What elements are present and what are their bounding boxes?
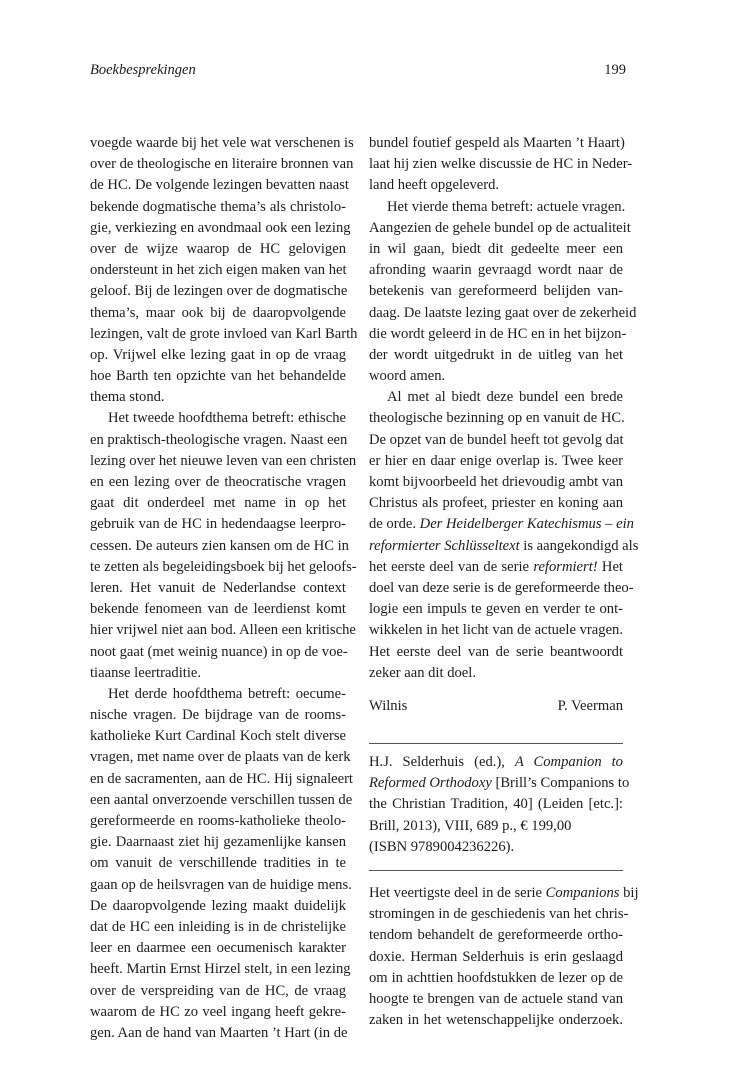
- text-fragment: Het veertigste deel in de serie: [369, 885, 546, 901]
- text-line: Brill, 2013), VIII, 689 p., € 199,00: [369, 817, 572, 834]
- divider: [369, 743, 623, 744]
- text-line: heeft. Martin Ernst Hirzel stelt, in een lezing: [90, 961, 351, 978]
- text-line: om vanuit de verschillende tradities in te: [90, 855, 346, 872]
- text-line: cessen. De auteurs zien kansen om de HC in: [90, 537, 349, 554]
- text-line: gaan op de heilsvragen van de huidige mens.: [90, 876, 352, 893]
- text-line: thema stond.: [90, 389, 165, 406]
- text-line: katholieke Kurt Cardinal Koch stelt diverse: [90, 728, 346, 745]
- text-line: Christus als profeet, priester en koning aan: [369, 495, 623, 512]
- text-line: der wordt uitgedrukt in de uitleg van het: [369, 346, 623, 363]
- text-line: hoe Barth ten opzichte van het behandelde: [90, 368, 346, 385]
- book-title-italic: Reformed Orthodoxy: [369, 775, 492, 792]
- text-line: De daaropvolgende lezing maakt duidelijk: [90, 897, 346, 914]
- running-head: [90, 62, 626, 82]
- text-line: [369, 752, 623, 773]
- divider: [369, 870, 623, 871]
- text-line: bundel foutief gespeld als Maarten ’t Haart): [369, 135, 625, 151]
- book-title-italic: A Companion to: [514, 754, 623, 771]
- text-line: [369, 883, 639, 904]
- text-line: gie. Daarnaast ziet hij gezamenlijke kansen: [90, 834, 346, 851]
- text-line: woord amen.: [369, 368, 446, 385]
- text-line: en een lezing over de theocratische vragen: [90, 474, 346, 490]
- left-column: [90, 133, 358, 1044]
- text-fragment: de orde.: [369, 516, 420, 533]
- text-fragment: is aangekondigd als: [519, 537, 639, 554]
- text-line: leer en daarmee een oecumenisch karakter: [90, 940, 346, 957]
- text-fragment: bij: [619, 885, 639, 901]
- text-line: te zetten als begeleidingsboek bij het geloofs-: [90, 558, 357, 575]
- text-line: leren. Het vanuit de Nederlandse context: [90, 579, 346, 596]
- bibliographic-entry: [369, 752, 630, 858]
- text-line: en de sacramenten, aan de HC. Hij signaleert: [90, 770, 353, 787]
- text-line: om in achttien hoofdstukken de lezer op de: [369, 969, 623, 986]
- text-line: Het eerste deel van de serie beantwoordt: [369, 643, 623, 660]
- text-line: doxie. Herman Selderhuis is erin geslaagd: [369, 948, 623, 965]
- right-column: [369, 133, 639, 1031]
- signature-place: Wilnis: [369, 697, 408, 714]
- text-line: land heeft opgeleverd.: [369, 177, 500, 194]
- text-line: op. Vrijwel elke lezing gaat in op de vraag: [90, 346, 346, 363]
- text-line: in wil gaan, biedt dit gedeelte meer een: [369, 240, 623, 257]
- text-line: ondersteunt in het zich eigen maken van het: [90, 262, 347, 279]
- text-line: noot gaat (met weinig nuance) in op de voe-: [90, 643, 348, 660]
- text-fragment: Het: [597, 558, 623, 575]
- review-signature: [369, 696, 623, 717]
- text-line: De opzet van de bundel heeft tot gevolg dat: [369, 431, 624, 448]
- text-line: zaken in het wetenschappelijke onderzoek.: [369, 1012, 623, 1029]
- page-number: 199: [604, 62, 626, 78]
- text-line: nische vragen. De bijdrage van de rooms-: [90, 707, 346, 724]
- text-line: Het tweede hoofdthema betreft: ethische: [108, 410, 346, 427]
- text-line: komt bijvoorbeeld het drievoudig ambt van: [369, 474, 623, 490]
- text-line: een aantal onverzoende verschillen tussen de: [90, 791, 353, 808]
- text-line: over de theologische en literaire bronnen van: [90, 156, 354, 173]
- text-line: Al met al biedt deze bundel een brede: [387, 389, 623, 406]
- series-name-italic: Companions: [545, 885, 620, 901]
- text-line: en praktisch-theologische vragen. Naast een: [90, 431, 348, 448]
- text-line: dat de HC een inleiding is in de christelijke: [90, 918, 346, 935]
- signature-author: P. Veerman: [557, 697, 623, 714]
- text-line: de HC. De volgende lezingen bevatten naast: [90, 177, 349, 194]
- section-title: Boekbesprekingen: [90, 62, 196, 78]
- book-editor: H.J. Selderhuis (ed.),: [369, 754, 515, 771]
- text-line: logie een impuls te geven en verder te ont-: [369, 601, 623, 618]
- text-line: thema’s, maar ook bij de daaropvolgende: [90, 304, 346, 321]
- text-line: die wordt geleerd in de HC en in het bijzon-: [369, 325, 627, 342]
- text-line: lezingen, valt de grote invloed van Karl Barth: [90, 325, 358, 342]
- text-line: bekende fenomeen van de leerdienst komt: [90, 601, 346, 618]
- text-fragment: het eerste deel van de serie: [369, 558, 534, 575]
- text-line: lezing over het nieuwe leven van een christen: [90, 452, 357, 469]
- text-line: geloof. Bij de lezingen over de dogmatische: [90, 283, 348, 300]
- text-line: doel van deze serie is de gereformeerde theo-: [369, 579, 634, 596]
- text-line: hier vrijwel niet aan bod. Alleen een kritische: [90, 622, 356, 639]
- text-line: [369, 536, 639, 557]
- text-line: laat hij zien welke discussie de HC in Neder-: [369, 156, 633, 173]
- text-line: hoogte te brengen van de actuele stand van: [369, 990, 623, 1007]
- series-title-italic: reformierter Schlüsseltext: [369, 537, 520, 554]
- series-name-italic: reformiert!: [533, 558, 598, 575]
- text-line: er hier en daar enige overlap is. Twee keer: [369, 452, 623, 469]
- text-fragment: [Brill’s Companions to: [491, 775, 630, 792]
- text-line: vragen, met name over de plaats van de kerk: [90, 749, 351, 766]
- text-line: tendom behandelt de gereformeerde ortho-: [369, 927, 623, 944]
- text-line: tiaanse leertraditie.: [90, 664, 202, 681]
- text-line: gereformeerde en rooms-katholieke theolo-: [90, 813, 346, 829]
- text-line: [369, 773, 630, 794]
- text-line: voegde waarde bij het vele wat verschenen is: [90, 135, 354, 151]
- series-title-italic: Der Heidelberger Katechismus – ein: [419, 516, 634, 533]
- text-line: Aangezien de gehele bundel op de actualiteit: [369, 219, 631, 236]
- text-line: Het derde hoofdthema betreft: oecume-: [108, 685, 346, 702]
- text-line: [369, 557, 623, 578]
- text-line: wikkelen in het licht van de actuele vragen.: [369, 622, 623, 639]
- text-line: gie, verkiezing en avondmaal ook een lezing: [90, 219, 351, 236]
- text-line: gaat dit onderdeel met name in op het: [90, 495, 346, 512]
- text-line: daag. De laatste lezing gaat over de zekerheid: [369, 304, 637, 321]
- text-line: gebruik van de HC in hedendaagse leerpro-: [90, 516, 346, 533]
- text-line: betekenis van gereformeerd belijden van-: [369, 283, 623, 300]
- text-line: gen. Aan de hand van Maarten ’t Hart (in de: [90, 1024, 348, 1041]
- text-line: theologische bezinning op en vanuit de HC.: [369, 410, 625, 427]
- text-line: waarom de HC zo veel ingang heeft gekre-: [90, 1003, 346, 1020]
- text-line: over de wijze waarop de HC gelovigen: [90, 240, 346, 257]
- text-line: zeker aan dit doel.: [369, 664, 476, 681]
- text-line: bekende dogmatische thema’s als christolo-: [90, 198, 346, 215]
- text-line: afronding waarin gevraagd wordt naar de: [369, 262, 623, 279]
- text-line: the Christian Tradition, 40] (Leiden [etc.]:: [369, 796, 623, 813]
- text-line: over de verspreiding van de HC, de vraag: [90, 982, 346, 999]
- text-line: (ISBN 9789004236226).: [369, 838, 515, 855]
- text-line: stromingen in de geschiedenis van het chris-: [369, 906, 629, 923]
- text-line: Het vierde thema betreft: actuele vragen.: [387, 198, 626, 215]
- text-line: [369, 514, 634, 535]
